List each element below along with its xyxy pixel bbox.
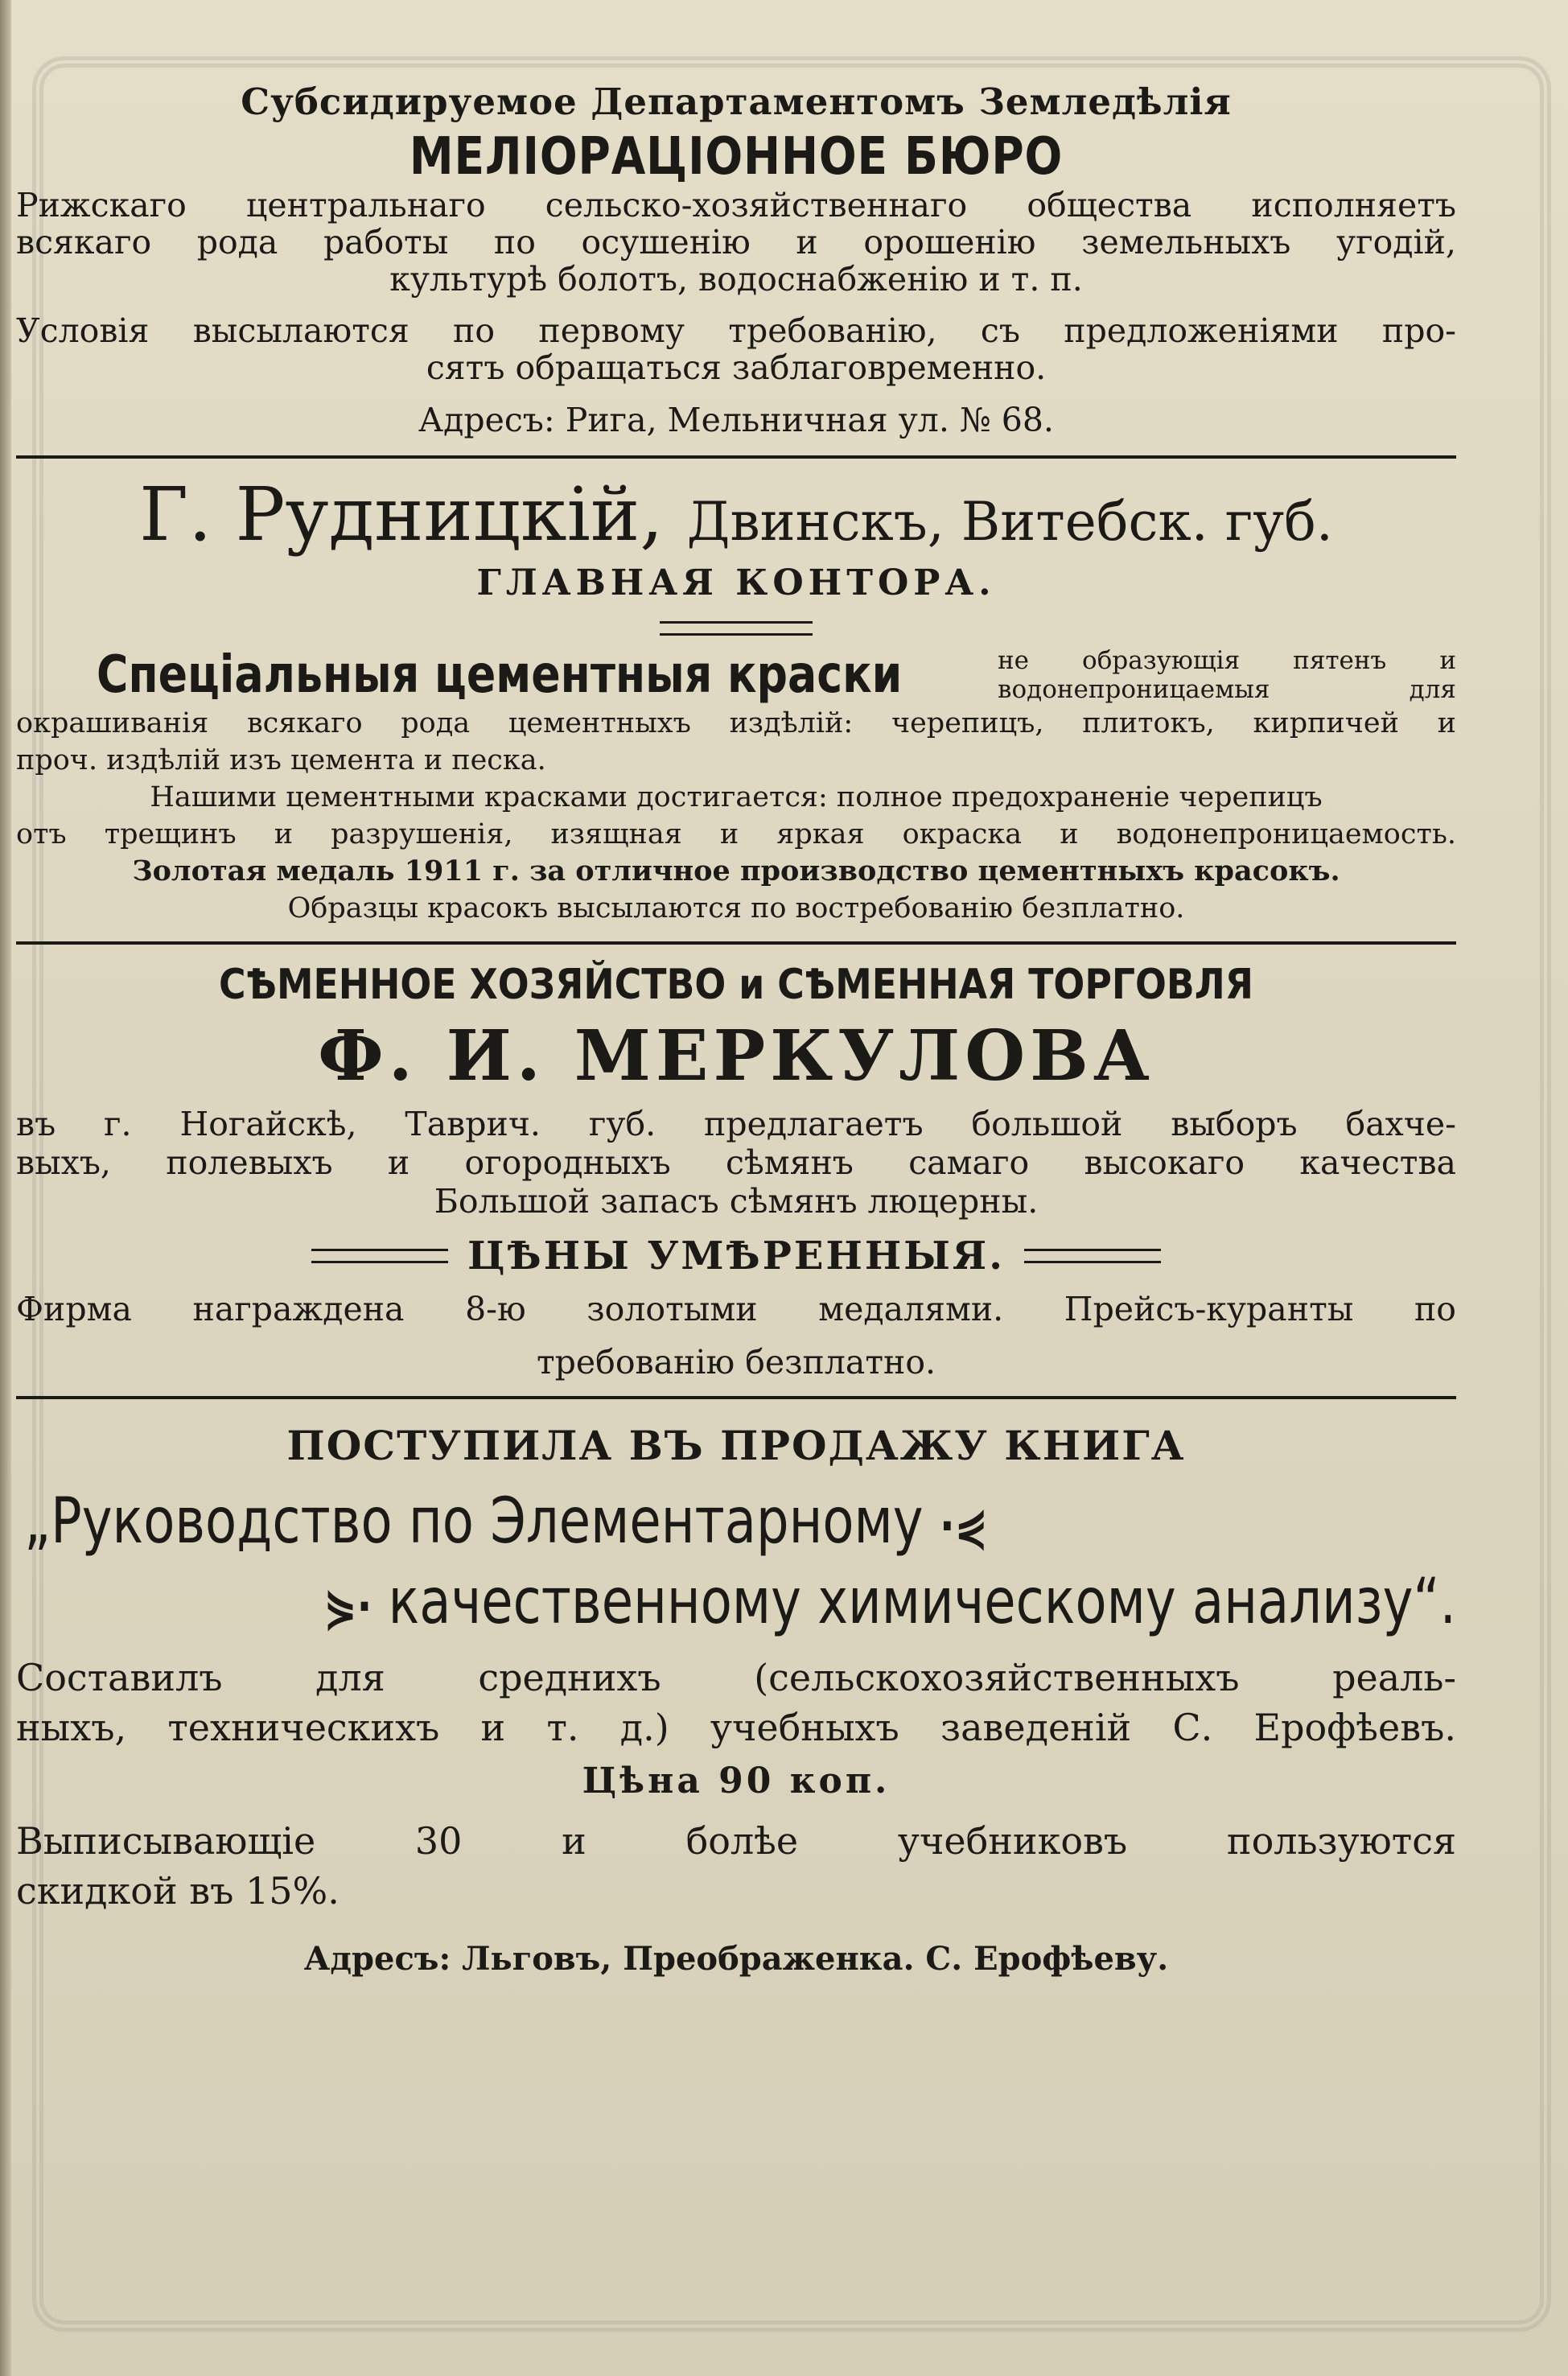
ornament-rule bbox=[660, 621, 813, 636]
book-address: Адресъ: Льговъ, Преображенка. С. Ерофѣеву. bbox=[303, 1940, 1169, 1978]
seed-line-2: выхъ, полевыхъ и огородныхъ сѣмянъ самаго высокаго качества bbox=[16, 1143, 1456, 1182]
price-rule-right bbox=[1024, 1249, 1161, 1263]
author-line-1: Составилъ для среднихъ (сельскохозяйственныхъ реаль- bbox=[16, 1656, 1456, 1699]
seed-heading: СѢМЕННОЕ ХОЗЯЙСТВО и СѢМЕННАЯ ТОРГОВЛЯ bbox=[218, 961, 1254, 1009]
page-edge bbox=[0, 0, 11, 2376]
bureau-address: Адресъ: Рига, Мельничная ул. № 68. bbox=[418, 401, 1054, 439]
award-line-2: требованію безплатно. bbox=[536, 1343, 936, 1382]
moderate-prices: ЦѢНЫ УМѢРЕННЫЯ. bbox=[467, 1233, 1005, 1279]
book-heading: ПОСТУПИЛА ВЪ ПРОДАЖУ КНИГА bbox=[286, 1422, 1186, 1469]
cement-paints-title: Спеціальныя цементныя краски bbox=[97, 645, 903, 705]
merkulov-ad bbox=[16, 961, 1456, 1382]
samples-line: Образцы красокъ высылаются по востребованію безплатно. bbox=[287, 892, 1185, 924]
book-title-line-1 bbox=[24, 1485, 1199, 1558]
seed-line-1: въ г. Ногайскѣ, Таврич. губ. предлагаетъ большой выборъ бахче- bbox=[16, 1105, 1456, 1143]
paints-side-note bbox=[998, 646, 1456, 704]
paints-line-4: отъ трещинъ и разрушенія, изящная и яркая окраска и водонепроницаемость. bbox=[16, 818, 1456, 850]
gold-medal-line: Золотая медаль 1911 г. за отличное производство цементныхъ красокъ. bbox=[132, 854, 1340, 887]
price-rule-left bbox=[311, 1249, 448, 1263]
rudnitsky-ad bbox=[16, 471, 1456, 927]
bureau-line-1: Рижскаго центральнаго сельско-хозяйственнаго общества исполняетъ bbox=[16, 186, 1456, 224]
rudnitsky-place: Двинскъ, Витебск. губ. bbox=[686, 491, 1333, 553]
conditions-line-1: Условія высылаются по первому требованію, съ предложеніями про- bbox=[16, 311, 1456, 350]
book-title-part-2: качественному химическому анализу“. bbox=[388, 1566, 1456, 1638]
paints-line-1: окрашиванія всякаго рода цементныхъ издѣлій: черепицъ, плитокъ, кирпичей и bbox=[16, 707, 1456, 739]
book-title-line-2 bbox=[275, 1566, 1456, 1638]
arrow-right-icon: ⋟· bbox=[323, 1579, 372, 1635]
divider-1 bbox=[16, 455, 1456, 459]
divider-2 bbox=[16, 941, 1456, 945]
rudnitsky-name: Г. Рудницкій, bbox=[139, 471, 664, 558]
discount-line-1: Выписывающіе 30 и болѣе учебниковъ пользуются bbox=[16, 1819, 1456, 1863]
side-note-line-1: не образующія пятенъ и bbox=[998, 646, 1456, 675]
author-line-2: ныхъ, техническихъ и т. д.) учебныхъ заведеній С. Ерофѣевъ. bbox=[16, 1706, 1456, 1749]
main-office: ГЛАВНАЯ КОНТОРА. bbox=[476, 562, 996, 603]
divider-3 bbox=[16, 1396, 1456, 1399]
subsidized-line: Субсидируемое Департаментомъ Земледѣлія bbox=[241, 80, 1232, 123]
book-ad bbox=[16, 1422, 1456, 1978]
melioration-bureau-ad bbox=[16, 80, 1456, 439]
side-note-line-2: водонепроницаемыя для bbox=[998, 675, 1456, 704]
discount-line-2: скидкой въ 15%. bbox=[16, 1869, 340, 1913]
paints-row bbox=[16, 645, 1456, 705]
bureau-title: МЕЛІОРАЦІОННОЕ БЮРО bbox=[409, 127, 1064, 187]
book-price: Цѣна 90 коп. bbox=[582, 1760, 891, 1802]
award-line-1: Фирма награждена 8-ю золотыми медалями. Прейсъ-куранты по bbox=[16, 1290, 1456, 1328]
conditions-line-2: сятъ обращаться заблаговременно. bbox=[426, 348, 1047, 387]
merkulov-name: Ф. И. МЕРКУЛОВА bbox=[318, 1015, 1154, 1097]
bureau-line-3: культурѣ болотъ, водоснабженію и т. п. bbox=[389, 260, 1083, 299]
bureau-line-2: всякаго рода работы по осушенію и орошенію земельныхъ угодій, bbox=[16, 223, 1456, 261]
paints-line-3: Нашими цементными красками достигается: полное предохраненіе черепицъ bbox=[150, 781, 1323, 813]
book-title-part-1: „Руководство по Элементарному bbox=[24, 1485, 924, 1558]
prices-row bbox=[16, 1233, 1456, 1279]
rudnitsky-heading bbox=[16, 471, 1456, 562]
paints-line-2: проч. издѣлій изъ цемента и песка. bbox=[16, 744, 546, 776]
advertisement-page bbox=[16, 76, 1456, 1978]
arrow-left-icon: ·⋞ bbox=[939, 1498, 988, 1554]
seed-line-3: Большой запасъ сѣмянъ люцерны. bbox=[434, 1182, 1039, 1221]
